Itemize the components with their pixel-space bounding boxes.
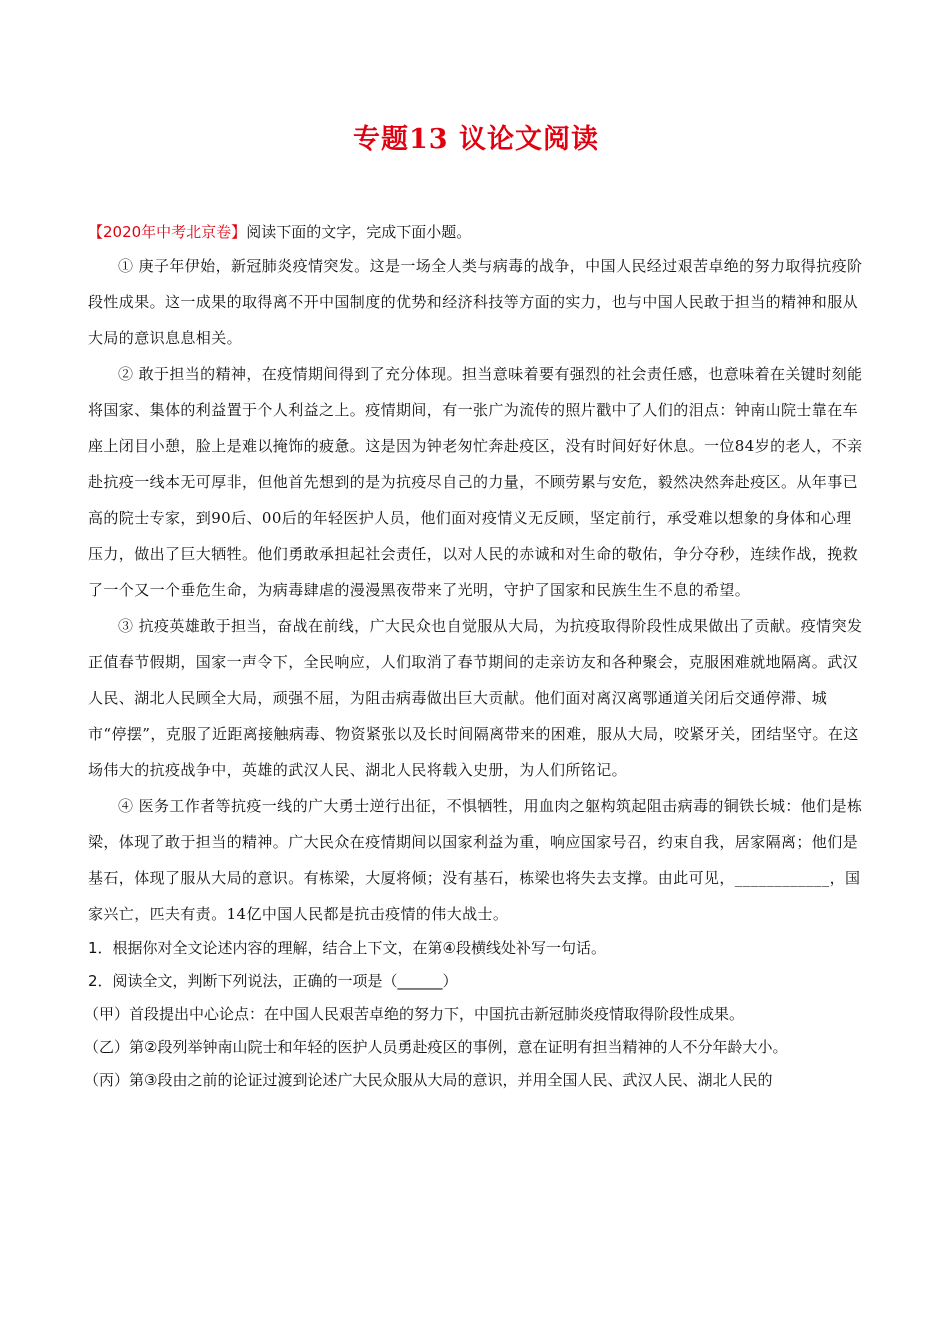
source-tag: 【2020年中考北京卷】 <box>88 223 247 241</box>
instruction-text: 阅读下面的文字，完成下面小题。 <box>246 223 472 241</box>
paragraph-3: ③ 抗疫英雄敢于担当，奋战在前线，广大民众也自觉服从大局，为抗疫取得阶段性成果做出了贡献。疫情突发正值春节假期，国家一声令下，全民响应，人们取消了春节期间的走亲访友和各种聚会，克服困难就地隔离。武汉人民、湖北人民顾全大局，顽强不屈，为阻击病毒做出巨大贡献。他们面对离汉离鄂通道关闭后交通停滞、城市“停摆”，克服了近距离接触病毒、物资紧张以及长时间隔离带来的困难，服从大局，咬紧牙关，团结坚守。在这场伟大的抗疫战争中，英雄的武汉人民、湖北人民将载入史册，为人们所铭记。 <box>88 617 863 779</box>
intro-line <box>88 216 864 248</box>
page-title: 专题13 议论文阅读 <box>353 124 599 155</box>
paragraph-2: ② 敢于担当的精神，在疫情期间得到了充分体现。担当意味着要有强烈的社会责任感，也意味着在关键时刻能将国家、集体的利益置于个人利益之上。疫情期间，有一张广为流传的照片戳中了人们的泪点：钟南山院士靠在车座上闭目小憩，脸上是难以掩饰的疲惫。这是因为钟老匆忙奔赴疫区，没有时间好好休息。一位84岁的老人，不亲赴抗疫一线本无可厚非，但他首先想到的是为抗疫尽自己的力量，不顾劳累与安危，毅然决然奔赴疫区。从年事已高的院士专家，到90后、00后的年轻医护人员，他们面对疫情义无反顾，坚定前行，承受难以想象的身体和心理压力，做出了巨大牺牲。他们勇敢承担起社会责任，以对人民的赤诚和对生命的敬佑，争分夺秒，连续作战，挽救了一个又一个垂危生命，为病毒肆虐的漫漫黑夜带来了光明，守护了国家和民族生生不息的希望。 <box>88 365 863 599</box>
option-bing: （丙）第③段由之前的论证过渡到论述广大民众服从大局的意识，并用全国人民、武汉人民、湖北人民的 <box>84 1071 773 1089</box>
question-1: 1．根据你对全文论述内容的理解，结合上下文，在第④段横线处补写一句话。 <box>88 939 606 957</box>
paragraph-1: ① 庚子年伊始，新冠肺炎疫情突发。这是一场全人类与病毒的战争，中国人民经过艰苦卓绝的努力取得抗疫阶段性成果。这一成果的取得离不开中国制度的优势和经济科技等方面的实力，也与中国人民敢于担当的精神和服从大局的意识息息相关。 <box>88 257 863 347</box>
option-yi: （乙）第②段列举钟南山院士和年轻的医护人员勇赴疫区的事例，意在证明有担当精神的人不分年龄大小。 <box>84 1038 788 1056</box>
paragraph-4: ④ 医务工作者等抗疫一线的广大勇士逆行出征，不惧牺牲，用血肉之躯构筑起阻击病毒的铜铁长城：他们是栋梁，体现了敢于担当的精神。广大民众在疫情期间以国家利益为重，响应国家号召，约束自我，居家隔离；他们是基石，体现了服从大局的意识。有栋梁，大厦将倾；没有基石，栋梁也将失去支撑。由此可见，____________，国家兴亡，匹夫有责。14亿中国人民都是抗击疫情的伟大战士。 <box>88 797 863 923</box>
option-jia: （甲）首段提出中心论点：在中国人民艰苦卓绝的努力下，中国抗击新冠肺炎疫情取得阶段性成果。 <box>84 1005 745 1023</box>
question-2: 2．阅读全文，判断下列说法，正确的一项是（______） <box>88 972 458 990</box>
